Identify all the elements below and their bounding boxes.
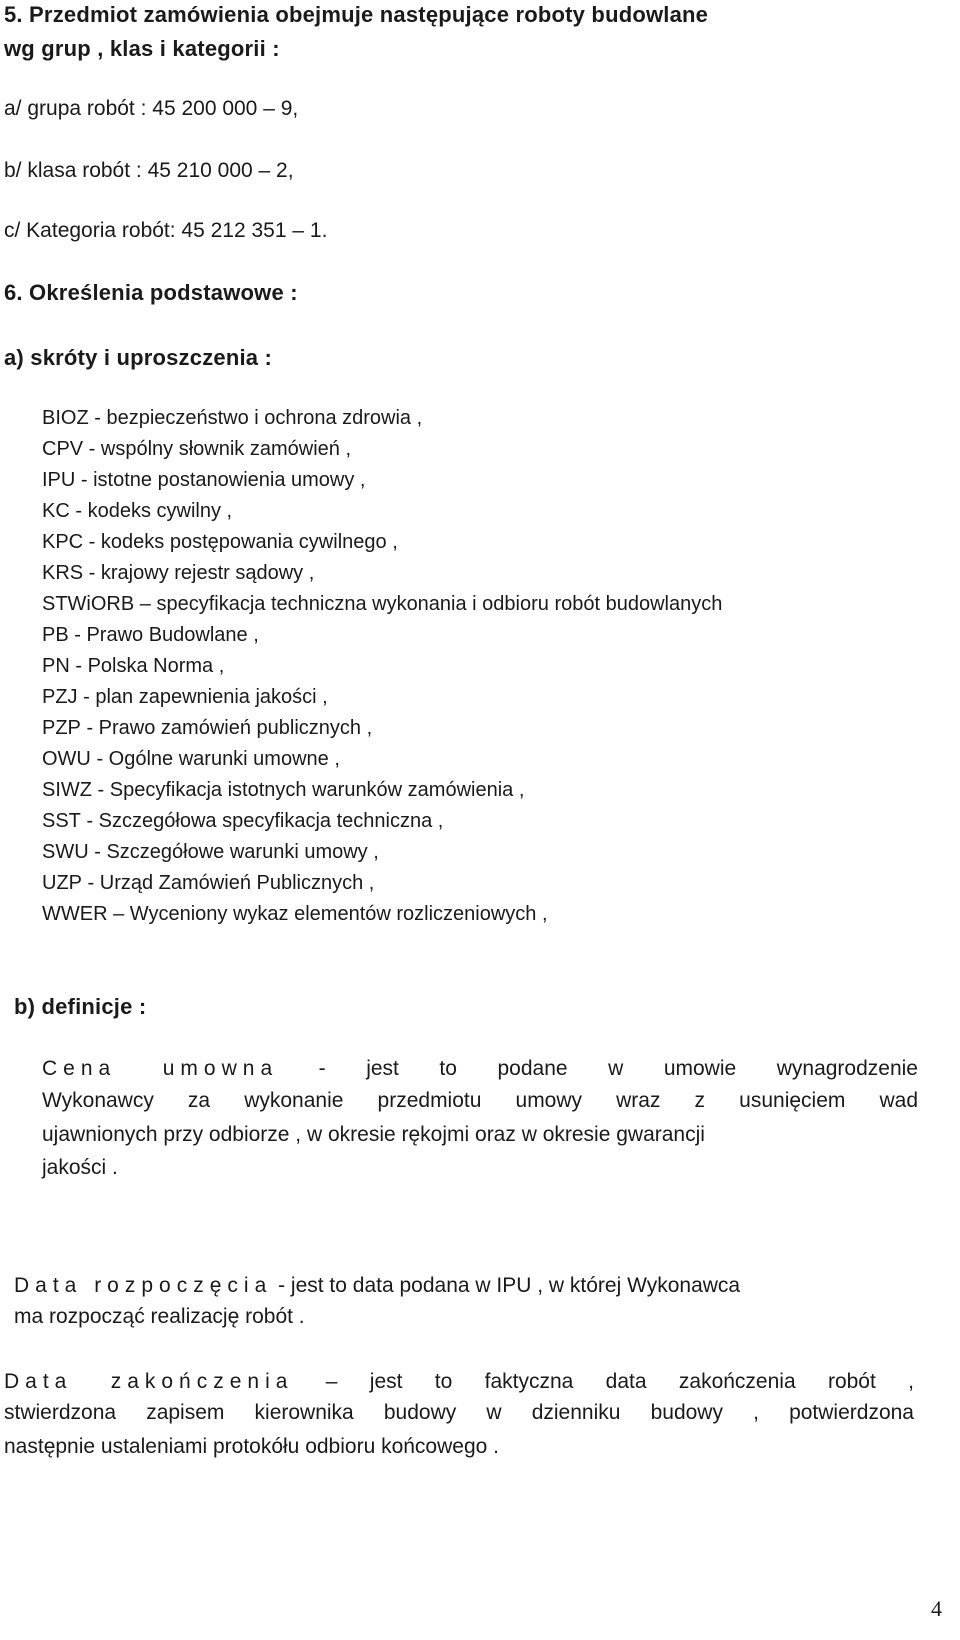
group-item: a/ grupa robót : 45 200 000 – 9, <box>4 97 299 120</box>
abbreviation-text: - Prawo zamówień publicznych , <box>80 717 373 739</box>
definition-term: Data zakończenia <box>4 1370 294 1393</box>
definition-line: stwierdzona zapisem kierownika budowy w dzienniku budowy , potwierdzona <box>4 1401 914 1424</box>
section-5-heading-line-1: 5. Przedmiot zamówienia obejmuje następujące roboty budowlane <box>4 2 709 27</box>
definition-line: jakości . <box>42 1156 118 1179</box>
abbreviation-row <box>42 808 443 834</box>
definition-line: Wykonawcy za wykonanie przedmiotu umowy wraz z usunięciem wad <box>42 1089 918 1112</box>
abbreviation-text: - bezpieczeństwo i ochrona zdrowia , <box>88 407 423 429</box>
class-item: b/ klasa robót : 45 210 000 – 2, <box>4 159 294 182</box>
definition-text: – jest to faktyczna data zakończenia robót , <box>293 1370 914 1393</box>
abbreviation-row <box>42 839 379 865</box>
abbreviation-text: – Wyceniony wykaz elementów rozliczeniowych , <box>107 903 548 925</box>
abbreviation-code: KC <box>42 500 70 522</box>
definition-term: Data rozpoczęcia <box>14 1274 273 1297</box>
definition-line: ujawnionych przy odbiorze , w okresie rękojmi oraz w okresie gwarancji <box>42 1123 705 1146</box>
abbreviation-code: PB <box>42 624 69 646</box>
abbreviation-row <box>42 870 374 896</box>
abbreviation-text: - krajowy rejestr sądowy , <box>83 562 315 584</box>
abbreviation-row <box>42 498 232 524</box>
abbreviation-text: - Szczegółowa specyfikacja techniczna , <box>80 810 444 832</box>
definition-line: ma rozpocząć realizację robót . <box>14 1305 305 1328</box>
abbreviation-row <box>42 715 372 741</box>
definition-text: - jest to podane w umowie wynagrodzenie <box>278 1057 918 1080</box>
definition-line <box>42 1054 918 1084</box>
abbreviation-code: STWiORB <box>42 593 135 615</box>
abbreviation-text: - Ogólne warunki umowne , <box>90 748 340 770</box>
abbreviation-text: – specyfikacja techniczna wykonania i odbioru robót budowlanych <box>134 593 723 615</box>
abbreviation-code: PZJ <box>42 686 78 708</box>
definition-term: Cena umowna <box>42 1057 279 1080</box>
abbreviation-text: - Prawo Budowlane , <box>68 624 259 646</box>
abbreviation-code: KRS <box>42 562 84 584</box>
abbreviation-code: SST <box>42 810 81 832</box>
abbreviation-row <box>42 653 224 679</box>
abbreviation-text: - kodeks postępowania cywilnego , <box>83 531 398 553</box>
abbreviation-row <box>42 591 722 617</box>
definition-text: - jest to data podana w IPU , w której Wykonawca <box>272 1274 741 1297</box>
definitions-subheading: b) definicje : <box>14 994 147 1019</box>
abbreviation-code: SWU <box>42 841 89 863</box>
abbreviation-code: OWU <box>42 748 91 770</box>
abbreviation-text: - Szczegółowe warunki umowy , <box>88 841 379 863</box>
page-number: 4 <box>931 1596 942 1621</box>
abbreviation-row <box>42 560 314 586</box>
abbreviation-row <box>42 746 340 772</box>
abbreviation-text: - kodeks cywilny , <box>69 500 233 522</box>
abbreviation-row <box>42 436 351 462</box>
abbreviation-code: SIWZ <box>42 779 92 801</box>
abbreviation-text: - plan zapewnienia jakości , <box>77 686 328 708</box>
abbreviation-text: - istotne postanowienia umowy , <box>75 469 366 491</box>
abbreviation-text: - Specyfikacja istotnych warunków zamówienia , <box>92 779 525 801</box>
abbreviation-row <box>42 529 398 555</box>
abbreviation-code: CPV <box>42 438 84 460</box>
abbreviation-code: PZP <box>42 717 81 739</box>
abbreviation-code: UZP <box>42 872 82 894</box>
abbreviation-code: BIOZ <box>42 407 89 429</box>
abbreviation-row <box>42 467 366 493</box>
section-6-heading: 6. Określenia podstawowe : <box>4 280 298 305</box>
abbreviations-subheading: a) skróty i uproszczenia : <box>4 345 273 370</box>
abbreviation-row <box>42 405 422 431</box>
abbreviation-code: WWER <box>42 903 108 925</box>
abbreviation-text: - Urząd Zamówień Publicznych , <box>82 872 375 894</box>
abbreviation-row <box>42 684 328 710</box>
definition-line <box>4 1367 914 1397</box>
definition-line <box>14 1273 740 1299</box>
abbreviation-code: KPC <box>42 531 84 553</box>
abbreviation-row <box>42 777 524 803</box>
abbreviation-code: PN <box>42 655 70 677</box>
abbreviation-text: - wspólny słownik zamówień , <box>83 438 351 460</box>
abbreviation-row <box>42 622 259 648</box>
abbreviation-row <box>42 901 548 927</box>
section-5-heading-line-2: wg grup , klas i kategorii : <box>4 36 280 61</box>
abbreviation-text: - Polska Norma , <box>69 655 225 677</box>
category-item: c/ Kategoria robót: 45 212 351 – 1. <box>4 219 328 242</box>
abbreviation-code: IPU <box>42 469 76 491</box>
definition-line: następnie ustaleniami protokółu odbioru końcowego . <box>4 1435 499 1458</box>
